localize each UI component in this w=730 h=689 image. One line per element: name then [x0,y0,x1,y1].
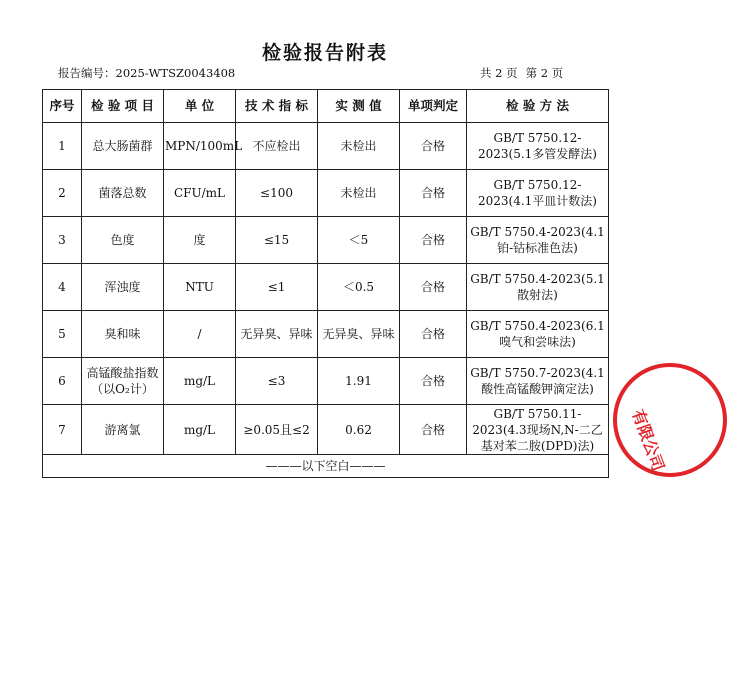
report-number: 报告编号：2025-WTSZ0043408 [58,66,236,80]
page-total: 共 2 页 [480,66,518,80]
cell-method: GB/T 5750.4-2023(6.1嗅气和尝味法) [467,311,609,358]
cell-result: 无异臭、异味 [318,311,400,358]
cell-unit: / [164,311,236,358]
cell-method: GB/T 5750.4-2023(4.1铂-钴标准色法) [467,217,609,264]
cell-no: 5 [43,311,82,358]
col-header-unit: 单 位 [164,90,236,123]
cell-judge: 合格 [400,217,467,264]
cell-spec: 无异臭、异味 [236,311,318,358]
cell-no: 3 [43,217,82,264]
company-seal-icon [610,360,730,480]
cell-spec: ≤3 [236,358,318,405]
col-header-judge: 单项判定 [400,90,467,123]
cell-unit: NTU [164,264,236,311]
col-header-no: 序号 [43,90,82,123]
cell-judge: 合格 [400,358,467,405]
page-info [480,65,571,81]
cell-method: GB/T 5750.11-2023(4.3现场N,N-二乙基对苯二胺(DPD)法) [467,405,609,455]
table-row [43,217,609,264]
cell-result: 1.91 [318,358,400,405]
cell-unit: mg/L [164,358,236,405]
cell-no: 1 [43,123,82,170]
cell-result: 未检出 [318,123,400,170]
table-row [43,358,609,405]
page-current: 第 2 页 [525,66,564,80]
cell-judge: 合格 [400,123,467,170]
cell-method: GB/T 5750.4-2023(5.1散射法) [467,264,609,311]
cell-item: 总大肠菌群 [82,123,164,170]
cell-spec: ≤15 [236,217,318,264]
col-header-item: 检 验 项 目 [82,90,164,123]
cell-unit: mg/L [164,405,236,455]
page-title: 检验报告附表 [261,42,388,64]
cell-item: 游离氯 [82,405,164,455]
table-row [43,170,609,217]
cell-spec: ≤1 [236,264,318,311]
cell-method: GB/T 5750.12-2023(4.1平皿计数法) [467,170,609,217]
cell-spec: 不应检出 [236,123,318,170]
table-row [43,264,609,311]
cell-no: 4 [43,264,82,311]
cell-result: ＜5 [318,217,400,264]
cell-unit: MPN/100mL [164,123,236,170]
cell-item: 浑浊度 [82,264,164,311]
table-row [43,405,609,455]
table-row [43,311,609,358]
cell-item: 菌落总数 [82,170,164,217]
cell-result: 0.62 [318,405,400,455]
results-table [42,89,609,478]
cell-judge: 合格 [400,264,467,311]
cell-judge: 合格 [400,311,467,358]
col-header-method: 检 验 方 法 [467,90,609,123]
table-row [43,123,609,170]
cell-method: GB/T 5750.12-2023(5.1多管发酵法) [467,123,609,170]
cell-method: GB/T 5750.7-2023(4.1酸性高锰酸钾滴定法) [467,358,609,405]
cell-result: ＜0.5 [318,264,400,311]
cell-no: 2 [43,170,82,217]
table-header-row [43,90,609,123]
cell-item: 臭和味 [82,311,164,358]
blank-row [43,455,609,478]
cell-spec: ≤100 [236,170,318,217]
cell-unit: 度 [164,217,236,264]
cell-judge: 合格 [400,405,467,455]
cell-result: 未检出 [318,170,400,217]
cell-judge: 合格 [400,170,467,217]
cell-spec: ≥0.05且≤2 [236,405,318,455]
cell-item: 高锰酸盐指数（以O₂计） [82,358,164,405]
svg-text:有限公司: 有限公司 [628,406,668,474]
cell-unit: CFU/mL [164,170,236,217]
cell-no: 6 [43,358,82,405]
col-header-result: 实 测 值 [318,90,400,123]
cell-no: 7 [43,405,82,455]
cell-item: 色度 [82,217,164,264]
blank-note: ———以下空白——— [43,455,609,478]
col-header-spec: 技 术 指 标 [236,90,318,123]
